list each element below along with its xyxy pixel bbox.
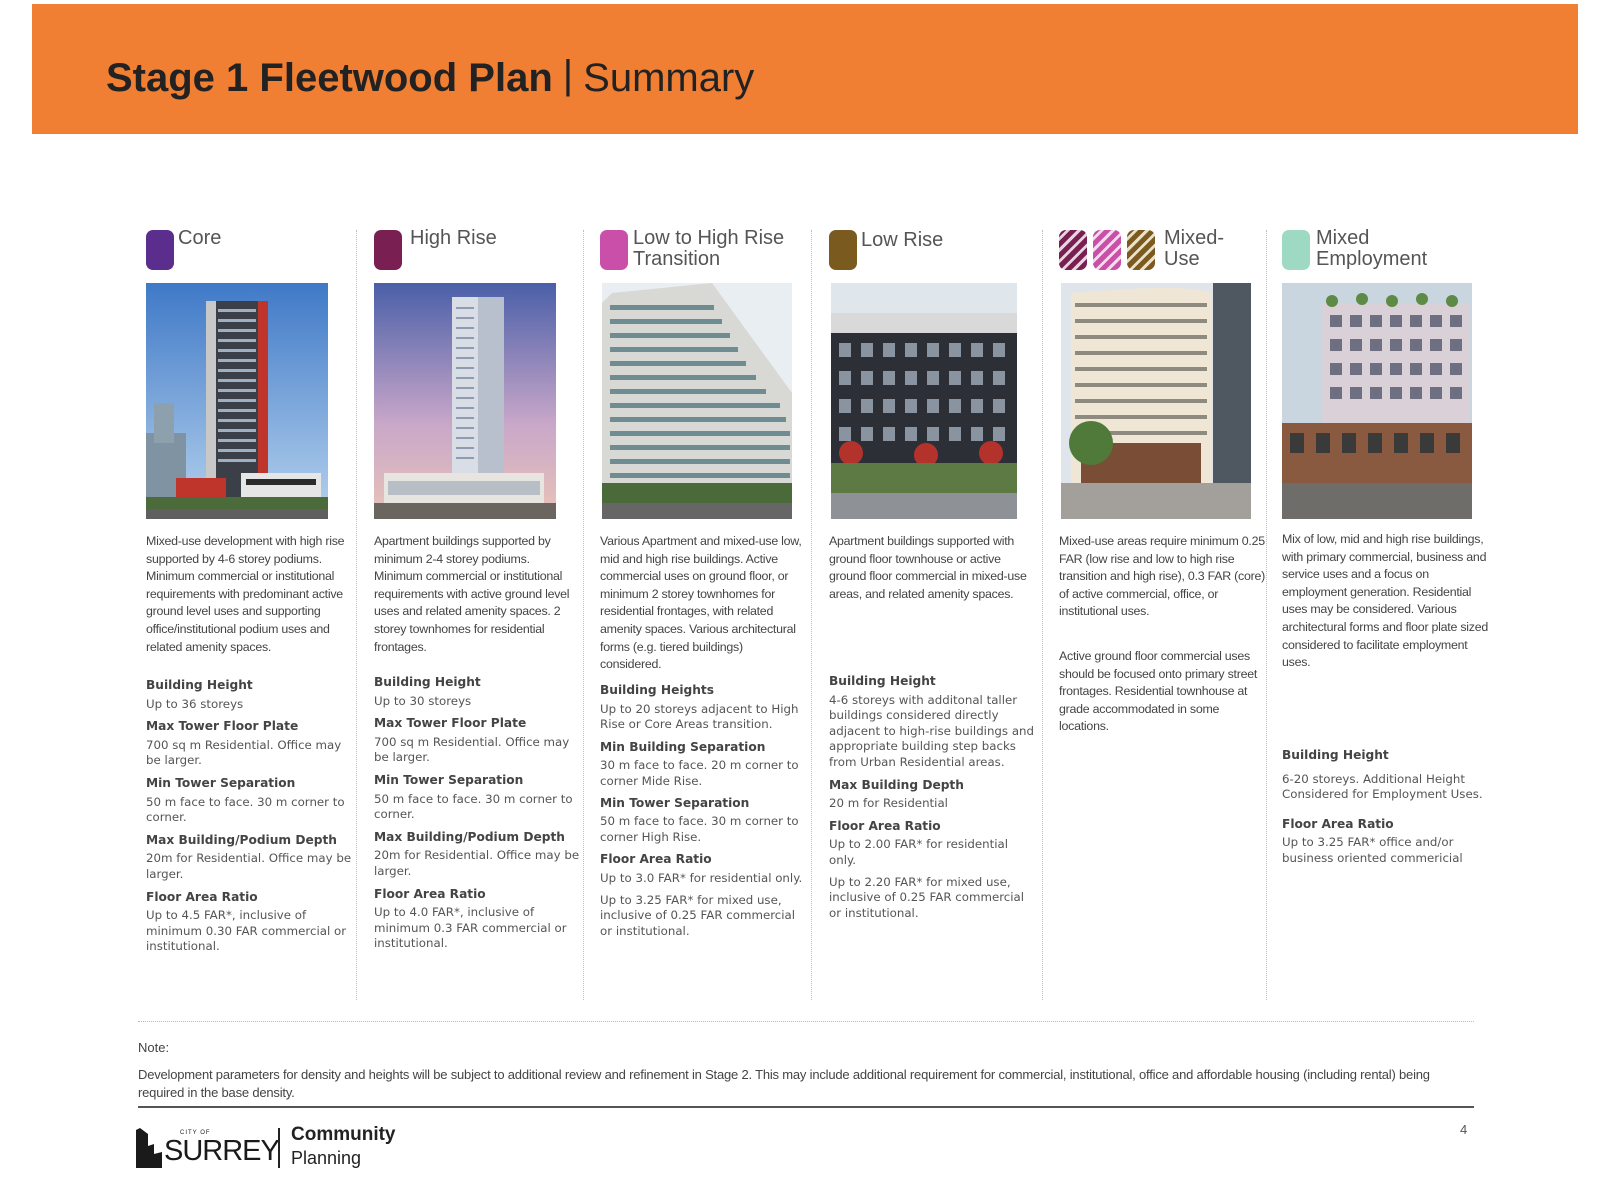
spec-item xyxy=(829,674,1035,771)
page-title xyxy=(106,52,754,104)
spec-item xyxy=(600,796,806,846)
surrey-logo-icon xyxy=(136,1126,166,1170)
column-description: Apartment buildings supported with ground floor townhouse or active ground floor commercial in mixed-use areas, and related amenity spaces. xyxy=(829,534,1027,601)
building-photo-core xyxy=(146,283,328,519)
spec-value: Up to 4.0 FAR*, inclusive of minimum 0.3 FAR commercial or institutional. xyxy=(374,905,567,951)
spec-list xyxy=(600,683,806,946)
building-photo-low-rise xyxy=(831,283,1017,519)
legend-swatch-high-rise xyxy=(374,230,402,270)
spec-list xyxy=(374,675,580,959)
spec-item xyxy=(374,675,580,709)
spec-value: 30 m face to face. 20 m corner to corner Mide Rise. xyxy=(600,758,799,788)
spec-value: 700 sq m Residential. Office may be larger. xyxy=(146,737,342,768)
legend-swatch-low-rise xyxy=(829,230,857,270)
spec-item xyxy=(374,830,580,880)
spec-label: Min Building Separation xyxy=(600,739,766,754)
spec-item xyxy=(1282,748,1488,803)
spec-value: Up to 3.25 FAR* for mixed use, inclusive of 0.25 FAR commercial or institutional. xyxy=(600,892,796,938)
column-description-secondary: Active ground floor commercial uses should be focused onto primary street frontages. Residential townhouse at grade accommodated in some locations. xyxy=(1059,649,1258,734)
column-title: High Rise xyxy=(410,227,497,249)
spec-label: Min Tower Separation xyxy=(600,795,750,810)
note-text: Development parameters for density and heights will be subject to additional review and refinement in Stage 2. This may include additional requirement for commercial, institutional, office and affordable housing (including rental) being required in the base density. xyxy=(138,1067,1430,1100)
column-description: Various Apartment and mixed-use low, mid and high rise buildings. Active commercial uses on ground floor, or minimum 2 storey townhomes for residential frontages, with related amenity spaces. Various architectural forms (e.g. tiered buildings) considered. xyxy=(600,534,802,672)
legend-swatch-core xyxy=(146,230,174,270)
spec-item xyxy=(374,716,580,766)
column-divider xyxy=(583,230,584,1000)
spec-label: Building Height xyxy=(146,678,253,692)
spec-item xyxy=(600,852,806,939)
legend-swatch-hatched-transition xyxy=(1093,230,1121,270)
spec-label: Building Heights xyxy=(600,683,714,697)
title-subtitle: Summary xyxy=(583,56,755,100)
spec-value: Up to 20 storeys adjacent to High Rise or Core Areas transition. xyxy=(600,701,799,732)
spec-label: Min Tower Separation xyxy=(374,772,524,787)
spec-value: Up to 3.25 FAR* office and/or business oriented commericial xyxy=(1282,835,1463,865)
column-low-rise xyxy=(829,228,1035,1000)
column-header xyxy=(146,228,352,273)
building-photo-high-rise xyxy=(374,283,556,519)
legend-swatch-group xyxy=(1059,230,1159,270)
column-header xyxy=(600,228,806,273)
column-title: Low to High Rise Transition xyxy=(633,227,785,270)
spec-item xyxy=(829,819,1035,922)
legend-swatch-transition xyxy=(600,230,628,270)
dept-name-line-1: Community xyxy=(291,1124,396,1145)
spec-list xyxy=(146,678,352,962)
spec-item xyxy=(374,887,580,952)
legend-swatch-hatched-low-rise xyxy=(1127,230,1155,270)
spec-label: Floor Area Ratio xyxy=(146,889,258,904)
building-photo-transition xyxy=(602,283,792,519)
column-core xyxy=(146,228,352,1000)
column-title: Mixed-Use xyxy=(1164,227,1225,270)
legend-swatch-hatched-high-rise xyxy=(1059,230,1087,270)
column-divider xyxy=(1042,230,1043,1000)
spec-label: Max Building/Podium Depth xyxy=(374,829,565,844)
column-description: Mix of low, mid and high rise buildings, with primary commercial, business and service uses and a focus on employment generation. Residential uses may be considered. Various architectural forms and floor plate sized considered to facilitate employment uses. xyxy=(1282,532,1488,670)
spec-value: 20m for Residential. Office may be larger. xyxy=(146,851,352,881)
logo-surrey: SURREY xyxy=(164,1135,279,1167)
spec-label: Floor Area Ratio xyxy=(829,818,941,833)
spec-label: Floor Area Ratio xyxy=(374,886,486,901)
page-number: 4 xyxy=(1460,1122,1468,1137)
building-photo-mixed-employment xyxy=(1282,283,1472,519)
legend-swatch-mixed-employment xyxy=(1282,230,1310,270)
column-title: Core xyxy=(178,227,222,249)
city-of-surrey-logo xyxy=(136,1122,406,1174)
spec-label: Floor Area Ratio xyxy=(1282,816,1394,831)
spec-list xyxy=(829,674,1035,928)
column-description: Mixed-use areas require minimum 0.25 FAR (low rise and low to high rise transition and high rise), 0.3 FAR (core) of active commercial, office, or institutional uses. xyxy=(1059,534,1265,619)
spec-label: Floor Area Ratio xyxy=(600,852,712,867)
spec-item xyxy=(146,833,352,883)
spec-value: Up to 4.5 FAR*, inclusive of minimum 0.30 FAR commercial or institutional. xyxy=(146,908,347,954)
spec-value: 20 m for Residential xyxy=(829,796,948,811)
spec-item xyxy=(600,740,806,790)
spec-item xyxy=(600,683,806,733)
spec-item xyxy=(374,773,580,823)
spec-value: Up to 36 storeys xyxy=(146,696,244,711)
spec-list xyxy=(1282,748,1488,874)
spec-item xyxy=(146,678,352,712)
spec-item xyxy=(1282,817,1488,867)
note-label: Note: xyxy=(138,1040,170,1055)
logo-city-of: CITY OF xyxy=(180,1130,211,1136)
spec-label: Min Tower Separation xyxy=(146,775,296,790)
spec-value: Up to 2.20 FAR* for mixed use, inclusive of 0.25 FAR commercial or institutional. xyxy=(829,874,1025,920)
spec-label: Max Building Depth xyxy=(829,777,964,792)
column-high-rise xyxy=(374,228,580,1000)
spec-value: 50 m face to face. 30 m corner to corner. xyxy=(374,791,573,822)
spec-value: Up to 2.00 FAR* for residential only. xyxy=(829,837,1008,867)
spec-item xyxy=(146,719,352,769)
column-header xyxy=(374,228,580,273)
spec-label: Max Building/Podium Depth xyxy=(146,832,337,847)
spec-label: Building Height xyxy=(829,674,936,688)
column-header xyxy=(1059,228,1265,273)
spec-value: 50 m face to face. 30 m corner to corner High Rise. xyxy=(600,814,799,844)
column-divider xyxy=(356,230,357,1000)
spec-value: Up to 30 storeys xyxy=(374,693,472,708)
spec-label: Building Height xyxy=(1282,748,1389,762)
column-divider xyxy=(1266,230,1267,1000)
spec-item xyxy=(146,890,352,955)
spec-value: 4-6 storeys with additonal taller buildings considered directly adjacent to high-rise buildings and appropriate building step backs from Urban Residential areas. xyxy=(829,692,1035,769)
column-description: Mixed-use development with high rise supported by 4-6 storey podiums. Minimum commercial or institutional requirements with predominant active ground level uses and supporting office/institutional podium uses and related amenity spaces. xyxy=(146,534,345,654)
column-mixed-employment xyxy=(1282,228,1488,1000)
column-description: Apartment buildings supported by minimum 2-4 storey podiums. Minimum commercial or institutional requirements with active ground level uses and related amenity spaces. 2 storey townhomes for residential frontages. xyxy=(374,534,570,654)
column-title: Low Rise xyxy=(861,229,944,251)
spec-item xyxy=(146,776,352,826)
column-title: Mixed Employment xyxy=(1316,227,1428,270)
spec-label: Max Tower Floor Plate xyxy=(146,719,299,734)
spec-item xyxy=(829,778,1035,812)
column-divider xyxy=(811,230,812,1000)
column-mixed-use xyxy=(1059,228,1265,1000)
column-low-to-high-rise-transition xyxy=(600,228,806,1000)
building-photo-mixed-use xyxy=(1061,283,1251,519)
spec-value: 50 m face to face. 30 m corner to corner. xyxy=(146,794,345,825)
column-header xyxy=(1282,228,1488,273)
note-divider xyxy=(138,1021,1474,1022)
title-main: Stage 1 Fleetwood Plan xyxy=(106,56,553,100)
dept-name-line-2: Planning xyxy=(291,1148,362,1168)
spec-value: 6-20 storeys. Additional Height Considered for Employment Uses. xyxy=(1282,771,1483,802)
spec-value: 700 sq m Residential. Office may be larger. xyxy=(374,734,570,765)
spec-label: Max Tower Floor Plate xyxy=(374,716,527,731)
logo-divider xyxy=(278,1128,280,1168)
spec-label: Building Height xyxy=(374,675,481,689)
spec-value: Up to 3.0 FAR* for residential only. xyxy=(600,870,803,885)
footer-divider xyxy=(138,1106,1474,1108)
spec-value: 20m for Residential. Office may be larger. xyxy=(374,848,580,878)
title-separator: | xyxy=(562,53,574,97)
column-header xyxy=(829,228,1035,273)
